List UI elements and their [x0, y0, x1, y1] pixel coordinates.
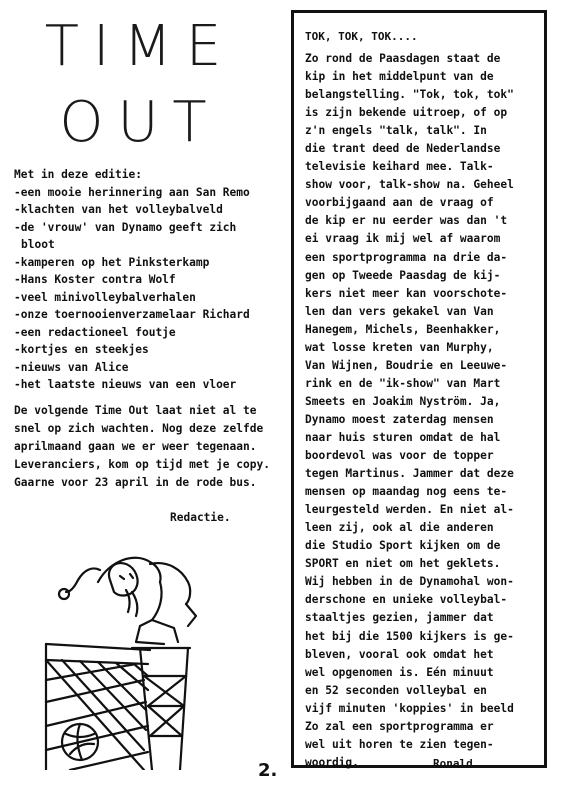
contents-list — [14, 184, 282, 394]
contents-section — [14, 166, 282, 492]
contents-item-continuation: bloot — [21, 238, 55, 251]
column-line: het bij die 1500 kijkers is ge- — [305, 629, 514, 643]
masthead-title-out: OUT — [59, 90, 221, 155]
column-body — [305, 50, 545, 772]
column-line: z'n engels "talk, talk". In — [305, 124, 487, 138]
column-line: Zo rond de Paasdagen staat de — [305, 52, 501, 65]
column-line: show voor, talk-show na. Geheel — [305, 178, 514, 192]
page-number: 2. — [258, 760, 278, 781]
contents-heading: Met in deze editie: — [14, 168, 142, 181]
column-line: Hanegem, Michels, Beenhakker, — [305, 322, 501, 336]
notice-line: Leveranciers, kom op tijd met je copy. — [14, 457, 270, 471]
contents-item: -het laatste nieuws van een vloer — [14, 378, 237, 391]
editorial-signature: Redactie. — [170, 511, 231, 524]
column-line: bleven, vooral ook omdat het — [305, 647, 494, 661]
column-line: SPORT en niet om het geklets. — [305, 557, 501, 571]
column-line: Dynamo moest zaterdag mensen — [305, 412, 494, 426]
contents-item-text: -de 'vrouw' van Dynamo geeft zich — [14, 220, 237, 234]
column-line: leen zij, ook al die anderen — [305, 521, 494, 535]
column-line: tegen Martinus. Jammer dat deze — [305, 467, 514, 481]
contents-item — [14, 219, 282, 254]
contents-item: -onze toernooienverzamelaar Richard — [14, 308, 250, 321]
column-line: voorbijgaand aan de vraag of — [305, 196, 494, 210]
column-line: Smeets en Joakim Nyström. Ja, — [305, 394, 501, 408]
masthead-title-time: TIME — [44, 14, 236, 79]
column-line: Van Wijnen, Boudrie en Leeuwe- — [305, 358, 508, 372]
notice-line: aprilmaand gaan we er weer tegenaan. — [14, 439, 257, 453]
column-line: gen op Tweede Paasdag de kij- — [305, 268, 501, 282]
contents-item: -veel minivolleybalverhalen — [14, 290, 196, 304]
column-line: de kip er nu eerder was dan 't — [305, 214, 508, 228]
column-line: derschone en unieke volleybal- — [305, 593, 508, 607]
contents-item: -Hans Koster contra Wolf — [14, 273, 176, 286]
column-line: woordig. — [305, 755, 359, 769]
column-line: en 52 seconden volleybal en — [305, 683, 487, 697]
column-line: rink en de "ik-show" van Mart — [305, 376, 501, 390]
column-line: mensen op maandag nog eens te- — [305, 485, 508, 499]
column-line: belangstelling. "Tok, tok, tok" — [305, 88, 514, 102]
column-line: die Studio Sport kijken om de — [305, 539, 501, 553]
author-signature: Ronald. — [433, 757, 480, 770]
column-line: Zo zal een sportprogramma er — [305, 719, 494, 733]
column-line: ei vraag ik mij wel af waarom — [305, 232, 501, 246]
volleyball-referee-cartoon — [40, 530, 290, 770]
column-line: staaltjes gezien, jammer dat — [305, 611, 494, 625]
contents-item: -kamperen op het Pinksterkamp — [14, 255, 210, 269]
notice-line: De volgende Time Out laat niet al te — [14, 403, 257, 417]
column-line: wel uit horen te zien tegen- — [305, 737, 494, 751]
column-line: kip in het middelpunt van de — [305, 70, 494, 84]
notice-line: snel op zich wachten. Nog deze zelfde — [14, 421, 264, 435]
contents-item: -klachten van het volleybalveld — [14, 203, 223, 216]
contents-item: -kortjes en steekjes — [14, 343, 149, 356]
column-line: een sportprogramma na drie da- — [305, 250, 508, 264]
column-heading: TOK, TOK, TOK.... — [305, 30, 418, 43]
column-line: kers niet meer kan voorschote- — [305, 286, 508, 300]
column-line: boordevol was voor de topper — [305, 449, 494, 463]
contents-item: -een mooie herinnering aan San Remo — [14, 185, 250, 199]
column-line: die trant deed de Nederlandse — [305, 142, 501, 156]
next-issue-notice — [14, 402, 282, 492]
contents-item: -nieuws van Alice — [14, 360, 129, 374]
column-line: vijf minuten 'koppies' in beeld — [305, 701, 514, 715]
column-line: televisie keihard mee. Talk- — [305, 160, 494, 174]
column-line: len dan vers gekakel van Van — [305, 304, 494, 318]
column-line: naar huis sturen omdat de hal — [305, 430, 501, 444]
column-line: leurgesteld werden. En niet al- — [305, 503, 514, 517]
column-line: wat losse kreten van Murphy, — [305, 340, 494, 354]
column-line: is zijn bekende uitroep, of op — [305, 106, 508, 120]
column-line: wel opgenomen is. Eén minuut — [305, 665, 494, 679]
notice-line: Gaarne voor 23 april in de rode bus. — [14, 475, 257, 489]
contents-item: -een redactioneel foutje — [14, 325, 176, 339]
column-line: Wij hebben in de Dynamohal won- — [305, 575, 514, 589]
